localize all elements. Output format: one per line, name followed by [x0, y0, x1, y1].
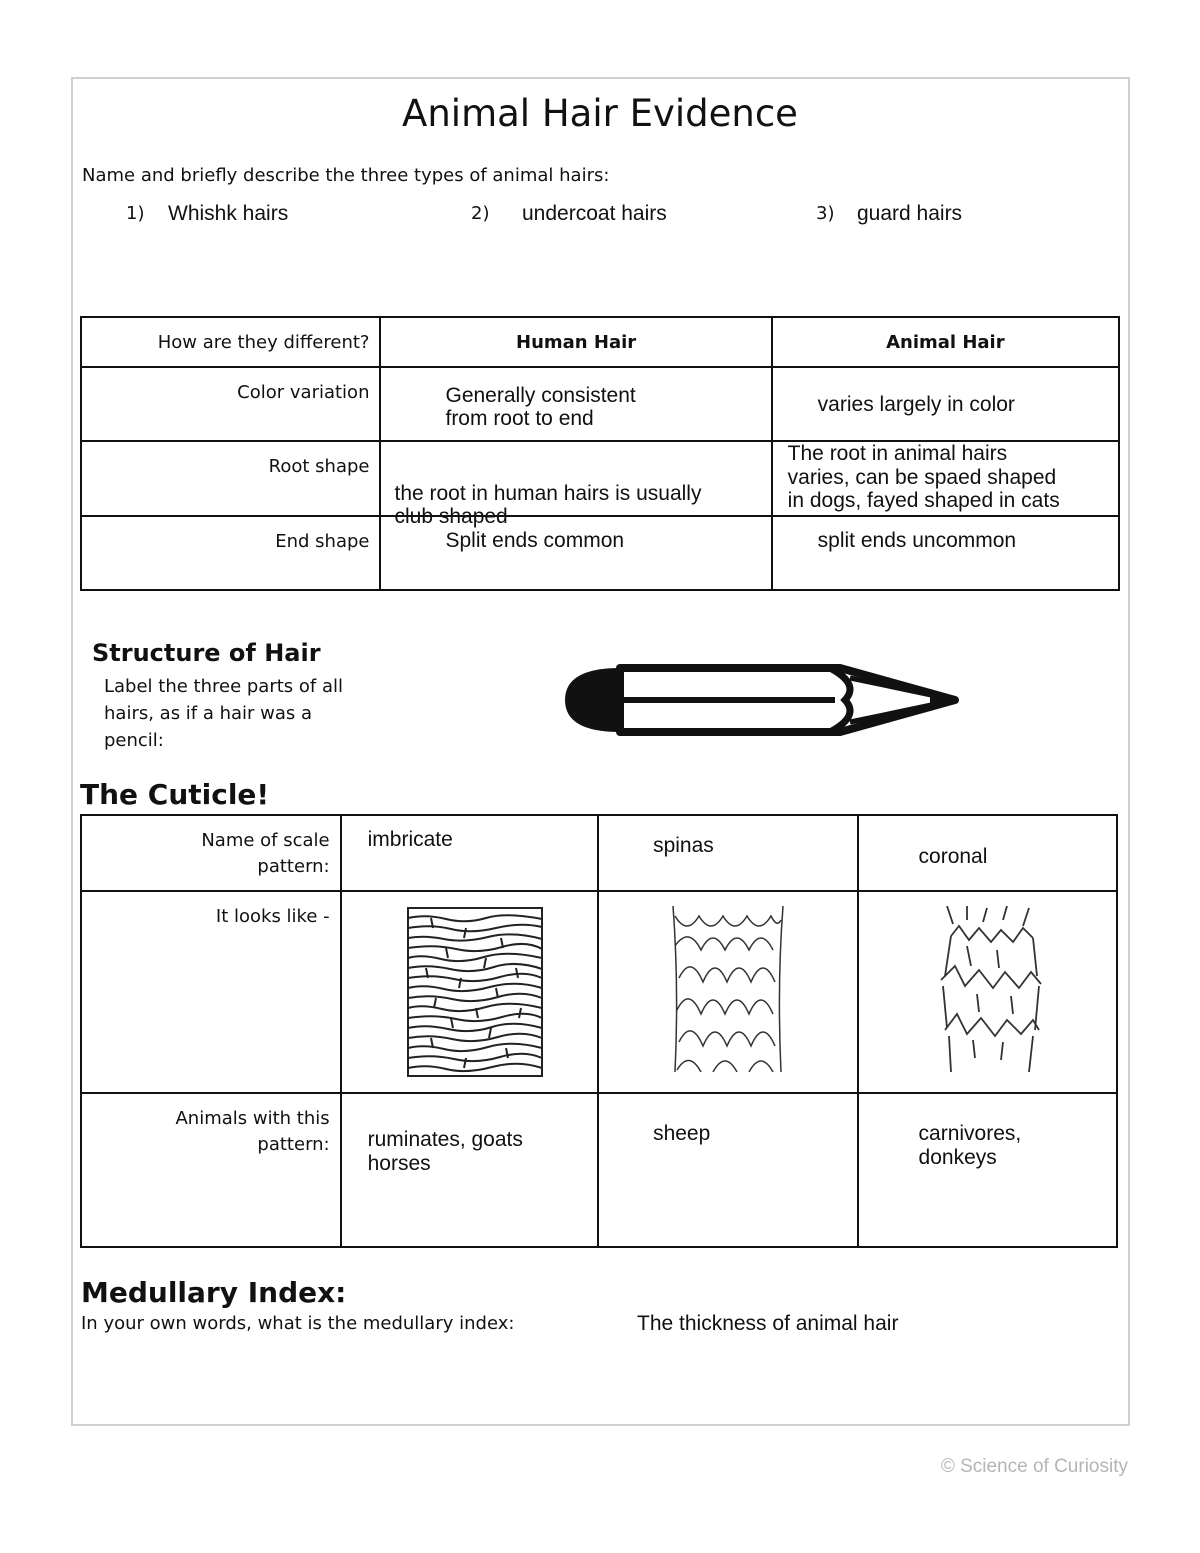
row-label-color: Color variation [81, 367, 380, 441]
pattern-1-name-cell [341, 815, 598, 891]
pattern-3-animals-line-2: donkeys [918, 1146, 997, 1169]
cuticle-name-label-line-2: pattern: [257, 856, 330, 877]
compare-header-label [81, 317, 380, 367]
header-animal-hair: Animal Hair [772, 317, 1119, 367]
pattern-2-image-cell [598, 891, 857, 1093]
row-label-end: End shape [81, 516, 380, 590]
cuticle-name-label [81, 815, 341, 891]
type-2-answer: undercoat hairs [522, 202, 667, 225]
cuticle-name-label-line-1: Name of scale [201, 830, 330, 851]
cuticle-looks-label: It looks like - [81, 891, 341, 1093]
coronal-scale-drawing [937, 906, 1047, 1072]
structure-instructions-3: pencil: [104, 730, 164, 751]
cuticle-animals-row [81, 1093, 1117, 1247]
medullary-prompt: In your own words, what is the medullary index: [81, 1313, 515, 1334]
human-color-cell [380, 367, 771, 441]
pattern-1-animals-cell [341, 1093, 598, 1247]
pattern-2-animals-line-1: sheep [653, 1122, 711, 1145]
type-1-number: 1) [126, 203, 145, 224]
type-3-answer: guard hairs [857, 202, 963, 225]
pencil-icon [560, 660, 960, 740]
compare-table [80, 316, 1120, 591]
pattern-2-name: spinas [653, 834, 714, 857]
cuticle-looks-row [81, 891, 1117, 1093]
medullary-heading: Medullary Index: [81, 1276, 347, 1309]
cuticle-animals-label-line-1: Animals with this [175, 1108, 330, 1129]
compare-header-row [81, 317, 1119, 367]
header-question: How are they different? [157, 332, 370, 353]
imbricate-scale-drawing [406, 906, 546, 1078]
header-human-hair: Human Hair [380, 317, 771, 367]
human-color-line-2: from root to end [445, 407, 594, 430]
row-label-root: Root shape [81, 441, 380, 516]
type-2-number: 2) [471, 203, 490, 224]
animal-root-line-1: The root in animal hairs [787, 442, 1008, 465]
animal-root-cell [772, 441, 1119, 516]
pattern-3-name-cell [858, 815, 1117, 891]
pattern-3-animals-cell [858, 1093, 1117, 1247]
pattern-1-image-cell [341, 891, 598, 1093]
types-prompt: Name and briefly describe the three types of animal hairs: [82, 165, 610, 186]
structure-heading: Structure of Hair [92, 639, 321, 667]
pattern-1-name: imbricate [367, 828, 453, 851]
animal-root-line-2: varies, can be spaed shaped [787, 466, 1057, 489]
pattern-2-name-cell [598, 815, 857, 891]
structure-instructions-2: hairs, as if a hair was a [104, 703, 313, 724]
compare-row-root [81, 441, 1119, 516]
pattern-1-animals-line-1: ruminates, goats [367, 1128, 523, 1151]
human-color-line-1: Generally consistent [445, 384, 636, 407]
type-3-number: 3) [816, 203, 835, 224]
structure-instructions-1: Label the three parts of all [104, 676, 344, 697]
pattern-3-image-cell [858, 891, 1117, 1093]
type-1-answer: Whishk hairs [168, 202, 289, 225]
page-title: Animal Hair Evidence [402, 92, 798, 135]
human-root-line-2: club shaped [394, 505, 508, 528]
compare-row-end [81, 516, 1119, 590]
pattern-3-name: coronal [918, 845, 988, 868]
pattern-1-animals-line-2: horses [367, 1152, 431, 1175]
animal-color-line-1: varies largely in color [817, 393, 1015, 416]
human-root-line-1: the root in human hairs is usually [394, 482, 702, 505]
pattern-3-animals-line-1: carnivores, [918, 1122, 1022, 1145]
medullary-answer: The thickness of animal hair [637, 1312, 899, 1335]
cuticle-name-row [81, 815, 1117, 891]
pattern-2-animals-cell [598, 1093, 857, 1247]
spinous-scale-drawing [665, 906, 791, 1072]
cuticle-animals-label [81, 1093, 341, 1247]
cuticle-heading: The Cuticle! [80, 778, 270, 811]
animal-root-line-3: in dogs, fayed shaped in cats [787, 489, 1060, 512]
animal-color-cell [772, 367, 1119, 441]
animal-end-cell [772, 516, 1119, 590]
cuticle-table [80, 814, 1118, 1248]
human-end-line-1: Split ends common [445, 529, 625, 552]
human-root-cell [380, 441, 771, 528]
compare-row-color [81, 367, 1119, 441]
animal-end-line-1: split ends uncommon [817, 529, 1017, 552]
cuticle-animals-label-line-2: pattern: [257, 1134, 330, 1155]
copyright-footer: © Science of Curiosity [940, 1456, 1128, 1477]
